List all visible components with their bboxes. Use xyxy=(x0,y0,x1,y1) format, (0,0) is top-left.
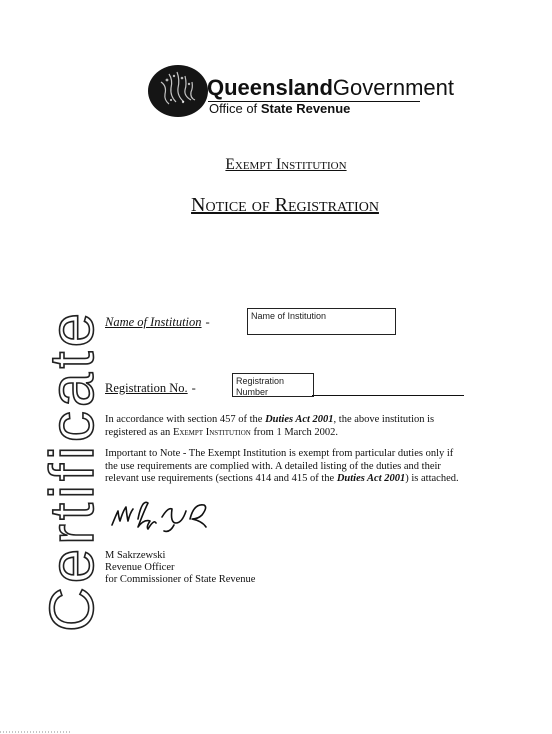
name-of-institution-field[interactable]: Name of Institution xyxy=(247,308,396,335)
title-exempt-institution: Exempt Institution xyxy=(225,156,347,173)
brand-government: Government xyxy=(332,75,454,100)
office-name xyxy=(209,102,350,116)
registration-label: Registration No. xyxy=(105,381,188,395)
registration-field-row xyxy=(105,379,196,397)
brand-queensland: Queensland xyxy=(207,75,333,100)
registration-underline xyxy=(312,395,464,396)
p1-act-name: Duties Act 2001 xyxy=(265,414,334,425)
title-notice-of-registration: Notice of Registration xyxy=(191,194,379,216)
p2-text-a: Important to Note - The Exempt Institution is exempt from particular duties only if the use requirements are complied with. A detailed listing of the duties and their relevant use requirements (sections 414 and 415 of the xyxy=(105,448,454,484)
paragraph-important-note xyxy=(105,448,465,486)
name-field-row xyxy=(105,313,210,331)
certificate-watermark: Certificate xyxy=(38,308,107,632)
p2-text-b: ) is attached. xyxy=(405,473,459,484)
p1-text-a: In accordance with section 457 of the xyxy=(105,414,266,425)
p1-text-b: , the above institution is registered as an xyxy=(105,414,435,438)
signatory-block xyxy=(105,550,255,586)
registration-label-dash: - xyxy=(191,381,196,395)
p1-text-c: from 1 March 2002. xyxy=(250,426,339,438)
scan-edge-dots xyxy=(0,726,552,734)
brand-name xyxy=(207,76,454,100)
signatory-for: for Commissioner of State Revenue xyxy=(105,574,256,585)
office-prefix: Office of xyxy=(209,101,258,116)
p2-act-name: Duties Act 2001 xyxy=(336,473,406,484)
p1-exempt-institution: Exempt Institution xyxy=(172,426,251,438)
name-label: Name of Institution xyxy=(105,315,202,329)
name-label-dash: - xyxy=(205,315,210,329)
signatory-title: Revenue Officer xyxy=(105,562,175,573)
office-bold: State Revenue xyxy=(260,101,351,116)
signatory-name: M Sakrzewski xyxy=(105,550,166,561)
queensland-crest-logo xyxy=(147,64,209,118)
handwritten-signature xyxy=(108,495,218,537)
paragraph-registration-notice xyxy=(105,414,465,439)
registration-number-field[interactable]: Registration Number xyxy=(232,373,314,397)
